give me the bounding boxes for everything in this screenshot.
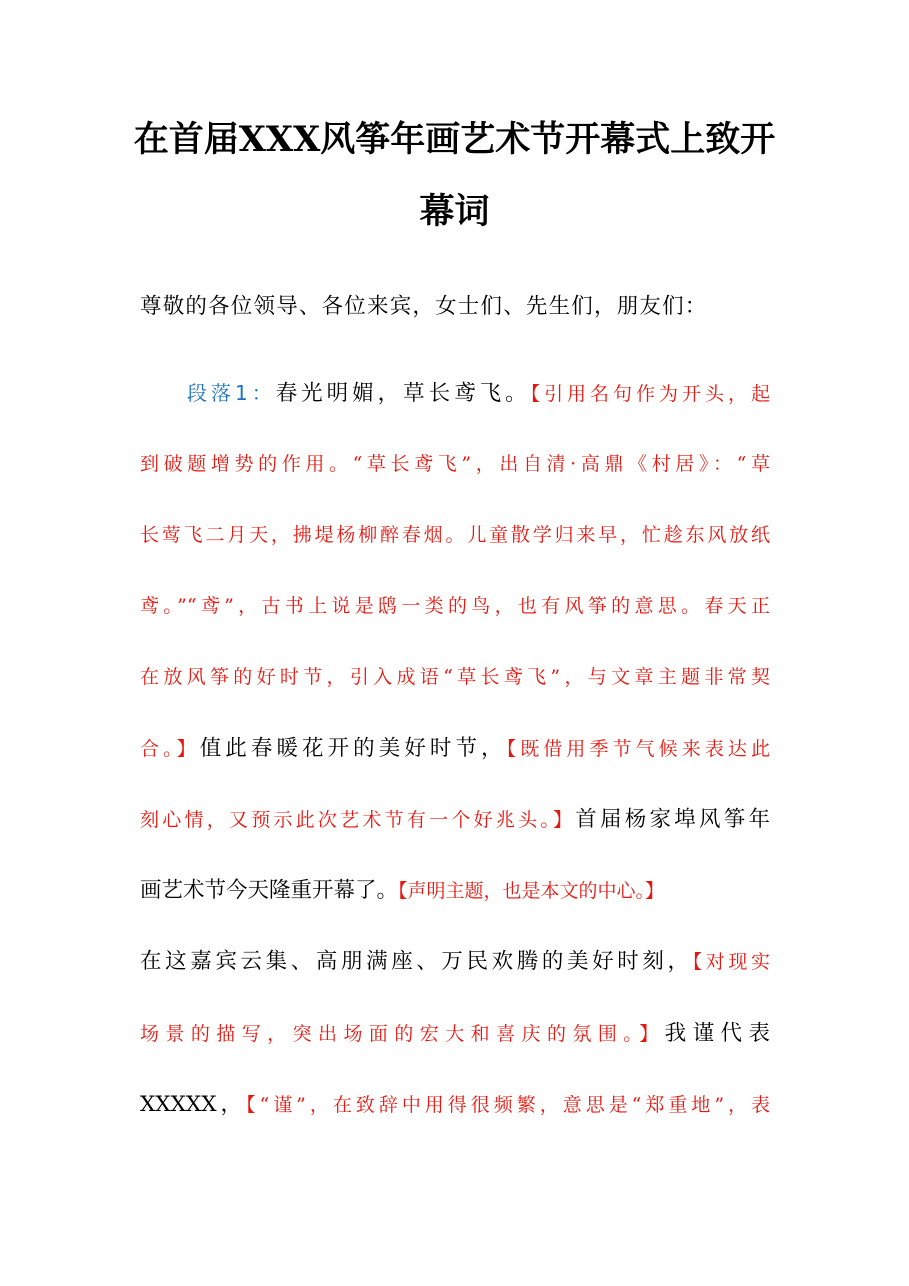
body-text: XXXXX， [140, 1092, 247, 1117]
document-title-line-2: 幕词 [419, 191, 490, 232]
annotation-note: 【“谨”，在致辞中用得很频繁，意思是“郑重地”，表 [246, 1094, 770, 1116]
paragraph-line [140, 1017, 770, 1051]
body-text: 我谨代表 [664, 1021, 770, 1046]
annotation-note: 【声明主题，也是本文的中心。】 [398, 880, 665, 902]
paragraph-line [140, 1088, 770, 1122]
paragraph-line [187, 376, 770, 411]
paragraph-label: 段落1： [187, 381, 276, 405]
annotation-note: 【既借用季节气候来表达此 [506, 738, 770, 760]
paragraph-line [140, 732, 770, 766]
annotation-note: 【引用名句作为开头，起 [530, 383, 770, 405]
annotation-note: 合。】 [140, 738, 200, 760]
body-text: 值此春暖花开的美好时节， [199, 736, 507, 761]
body-text: 春光明媚，草长鸢飞。 [275, 381, 531, 406]
paragraph-line [140, 803, 770, 837]
annotation-note: 鸢。”“鸢”，古书上说是鸱一类的鸟，也有风筝的意思。春天正 [140, 595, 770, 617]
paragraph-line [140, 660, 770, 694]
annotation-note: 到破题增势的作用。“草长鸢飞”，出自清·高鼎《村居》：“草 [140, 453, 770, 475]
body-text: 首届杨家埠风筝年 [575, 807, 770, 832]
document-title-line-1: 在首届XXX风筝年画艺术节开幕式上致开 [133, 119, 776, 160]
body-text: 画艺术节今天隆重开幕了。 [140, 878, 399, 903]
annotation-note: 刻心情，又预示此次艺术节有一个好兆头。】 [140, 809, 576, 831]
annotation-note: 在放风筝的好时节，引入成语“草长鸢飞”，与文章主题非常契 [140, 666, 770, 688]
paragraph-line [140, 589, 770, 623]
annotation-note: 场景的描写，突出场面的宏大和喜庆的氛围。】 [140, 1023, 665, 1045]
annotation-note: 【对现实 [692, 951, 770, 973]
greeting: 尊敬的各位领导、各位来宾，女士们、先生们，朋友们： [140, 294, 708, 319]
body-text: 在这嘉宾云集、高朋满座、万民欢腾的美好时刻， [140, 949, 693, 974]
paragraph-line [140, 518, 770, 552]
paragraph-line [140, 447, 770, 481]
annotation-note: 长莺飞二月天，拂堤杨柳醉春烟。儿童散学归来早，忙趁东风放纸 [140, 524, 770, 546]
paragraph-line [140, 874, 770, 908]
paragraph-line [140, 945, 770, 979]
